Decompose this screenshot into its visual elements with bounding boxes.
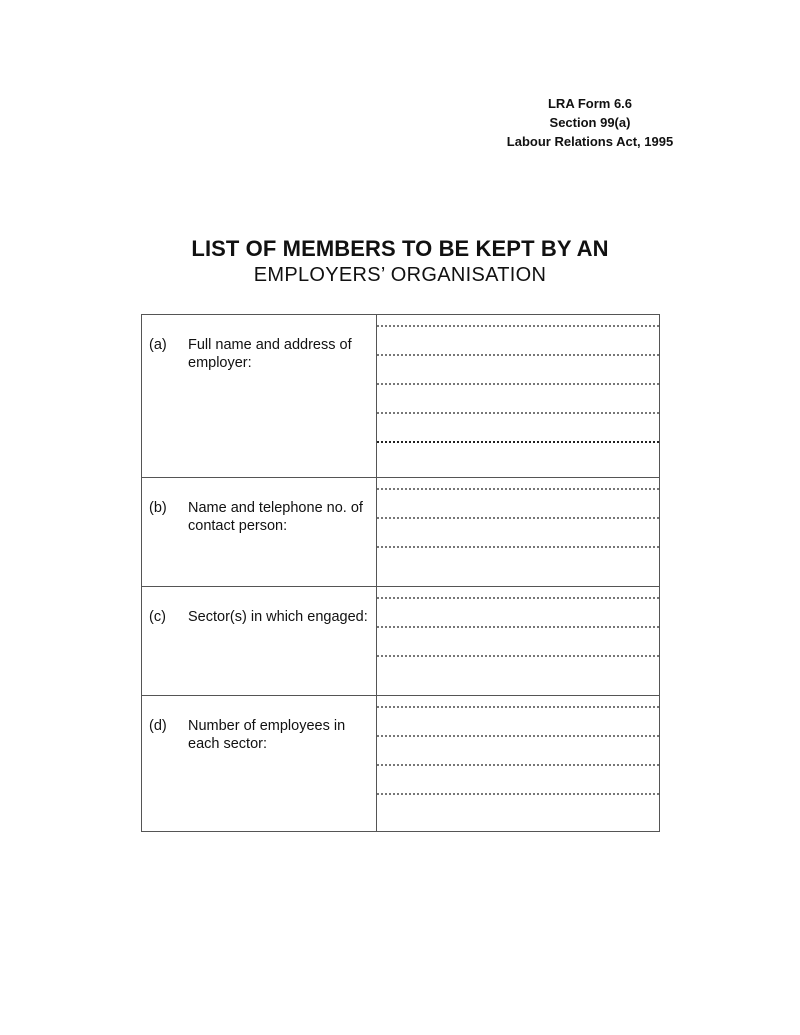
label-cell [142,478,377,587]
row-label: Full name and address of employer: [188,337,352,371]
row-label: Number of employees in each sector: [188,718,346,752]
dotted-fill-line[interactable] [377,616,659,628]
title-line-2: EMPLOYERS’ ORGANISATION [253,264,547,286]
dotted-fill-line[interactable] [377,507,659,519]
dotted-fill-line[interactable] [377,431,659,443]
title-line-1: LIST OF MEMBERS TO BE KEPT BY AN [191,236,609,261]
employees-fill-area[interactable] [377,696,660,832]
label-cell [142,587,377,696]
row-letter: (a) [149,337,167,353]
page-title [0,236,800,288]
row-label: Name and telephone no. of contact person: [188,500,363,534]
row-label: Sector(s) in which engaged: [188,609,368,625]
form-number: LRA Form 6.6 [547,96,633,111]
dotted-fill-line[interactable] [377,402,659,414]
dotted-fill-line[interactable] [377,725,659,737]
contact-person-fill-area[interactable] [377,478,660,587]
sectors-fill-area[interactable] [377,587,660,696]
dotted-fill-line[interactable] [377,536,659,548]
row-letter: (b) [149,500,167,516]
dotted-fill-line[interactable] [377,315,659,327]
table-row-sectors [142,587,660,696]
dotted-fill-line[interactable] [377,478,659,490]
table-row-employees [142,696,660,832]
form-section: Section 99(a) [549,115,631,130]
employer-fill-area[interactable] [377,315,660,478]
dotted-fill-line[interactable] [377,373,659,385]
dotted-fill-line[interactable] [377,754,659,766]
dotted-fill-line[interactable] [377,696,659,708]
member-details-table [141,314,660,832]
row-letter: (d) [149,718,167,734]
table-row-employer [142,315,660,478]
form-act: Labour Relations Act, 1995 [506,134,674,149]
label-cell [142,696,377,832]
dotted-fill-line[interactable] [377,783,659,795]
dotted-fill-line[interactable] [377,645,659,657]
row-letter: (c) [149,609,166,625]
dotted-fill-line[interactable] [377,587,659,599]
form-reference [480,94,700,151]
label-cell [142,315,377,478]
dotted-fill-line[interactable] [377,344,659,356]
table-row-contact-person [142,478,660,587]
